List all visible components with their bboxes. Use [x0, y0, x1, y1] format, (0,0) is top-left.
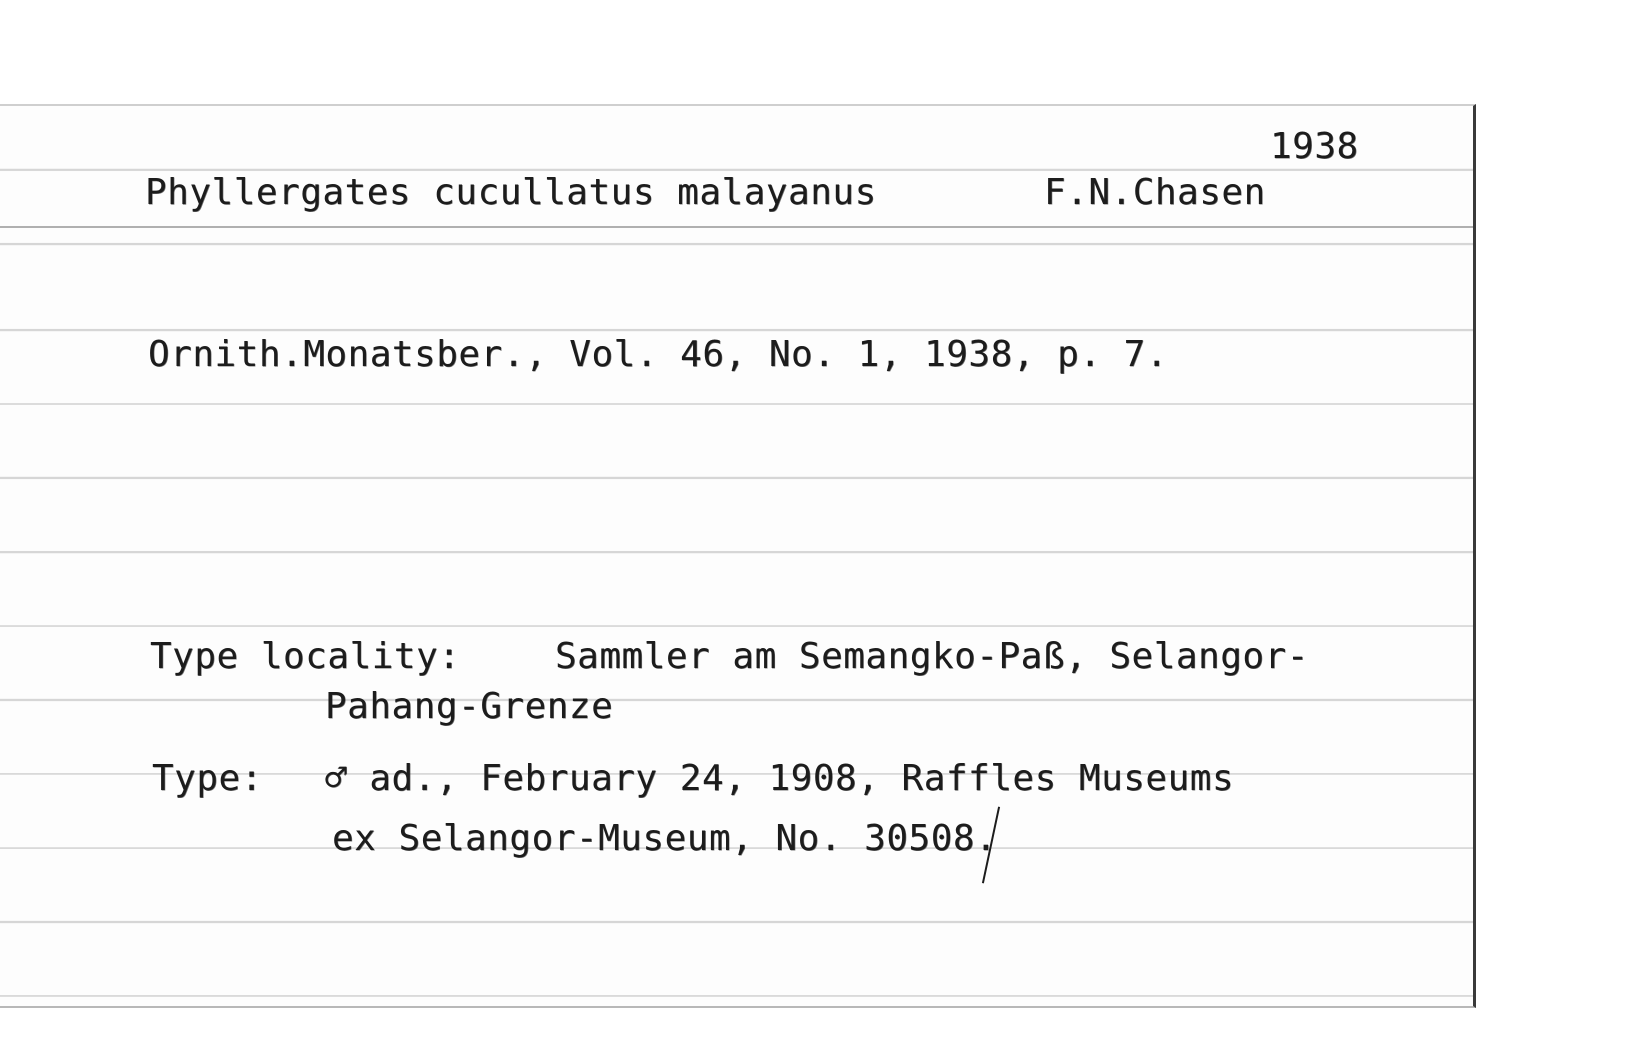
type-label: Type: — [152, 758, 263, 799]
type-locality-value-continued: Pahang-Grenze — [325, 686, 614, 727]
type-locality-label: Type locality: — [150, 636, 461, 677]
catalog-card — [0, 104, 1476, 1008]
type-locality-value: Sammler am Semangko-Paß, Selangor- — [555, 636, 1309, 677]
citation: Ornith.Monatsber., Vol. 46, No. 1, 1938, p. 7. — [148, 334, 1168, 375]
type-specimen-value-continued: ex Selangor-Museum, No. 30508. — [332, 818, 998, 859]
author-name: F.N.Chasen — [1044, 172, 1266, 213]
card-year: 1938 — [1270, 126, 1359, 167]
type-specimen-value: ♂ ad., February 24, 1908, Raffles Museums — [325, 758, 1235, 799]
species-name: Phyllergates cucullatus malayanus — [145, 172, 877, 213]
